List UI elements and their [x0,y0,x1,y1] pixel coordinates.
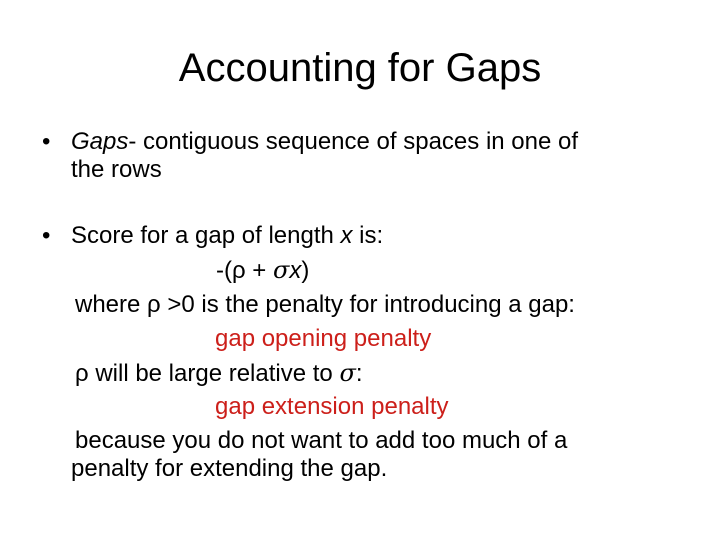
formula-x: x [289,257,302,284]
where-line [75,291,575,319]
formula-rho: ρ [231,257,246,284]
page-title: Accounting for Gaps [178,46,542,90]
because-line2: penalty for extending the gap. [71,455,388,482]
score-formula [216,256,309,285]
bullet2-line1 [71,222,383,250]
large-mid: will be large relative to [88,360,340,387]
gaps-definition: - contiguous sequence of spaces in one of [128,128,579,155]
bullet-marker: • [42,128,51,155]
formula-sigma: σ [273,256,290,284]
because-line1: because you do not want to add too much of a [75,427,568,454]
gap-extension-penalty-label: gap extension penalty [215,393,449,420]
bullet1-line1 [71,128,578,156]
large-rho: ρ [75,360,89,387]
bullet-marker: • [42,222,51,249]
gap-opening-penalty-label: gap opening penalty [215,325,432,352]
gaps-term: Gaps [71,128,129,155]
bullet1-line2: the rows [71,156,162,183]
where-prefix: where [75,291,148,318]
where-suffix: >0 is the penalty for introducing a gap: [160,291,575,318]
rho-large-line [75,359,363,388]
formula-open: -( [216,257,232,284]
formula-plus: + [245,257,273,284]
length-variable: x [340,222,353,249]
large-colon: : [355,360,363,387]
score-colon: is: [352,222,384,249]
large-sigma: σ [339,359,356,387]
where-rho: ρ [147,291,161,318]
score-text: Score for a gap of length [71,222,341,249]
formula-close: ) [301,257,310,284]
